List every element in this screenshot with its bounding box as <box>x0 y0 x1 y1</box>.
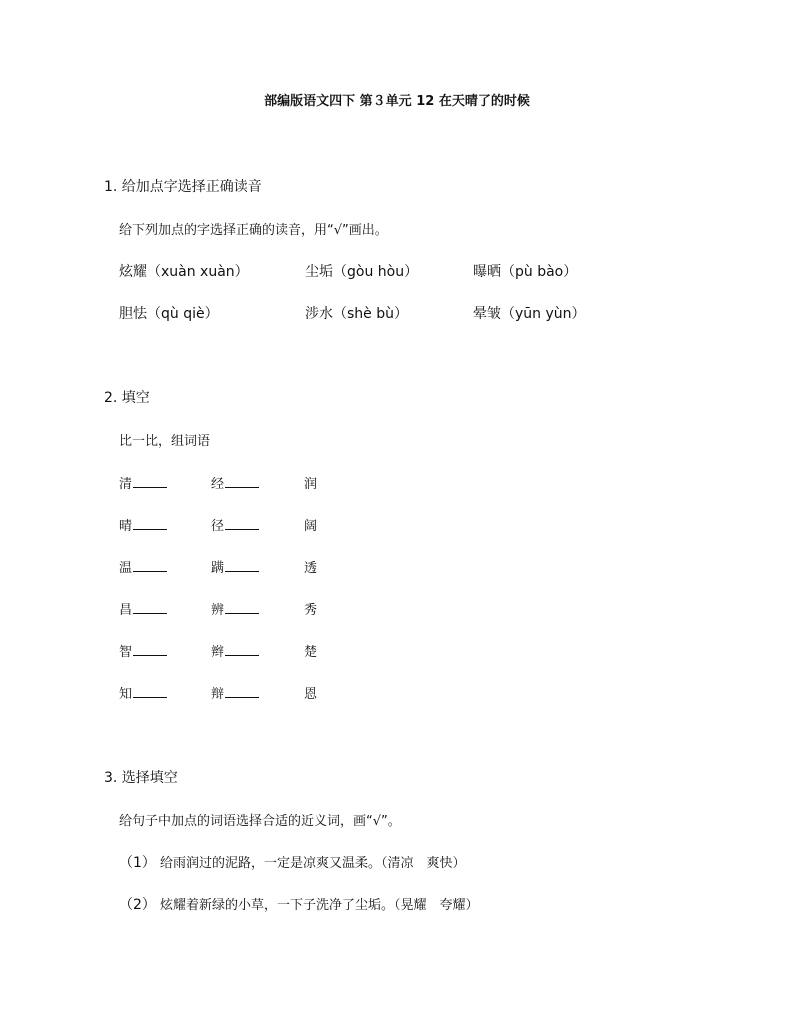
word-cell: 晴 <box>119 515 167 534</box>
pinyin-item: 炫耀（xuàn xuàn） <box>119 264 249 280</box>
word-cell: 清 <box>119 473 167 492</box>
answer-blank[interactable] <box>225 517 259 530</box>
section2-heading: 2. 填空 <box>104 390 150 406</box>
question-text: 给雨润过的泥路，一定是凉爽又温柔。（清凉 爽快） <box>160 856 466 871</box>
answer-blank[interactable] <box>133 685 167 698</box>
section1-instruction: 给下列加点的字选择正确的读音，用“√”画出。 <box>119 223 388 238</box>
word-cell: 透 <box>304 561 318 576</box>
word-cell: 智 <box>119 641 167 660</box>
word-cell: 昌 <box>119 599 167 618</box>
word-cell: 经 <box>211 473 259 492</box>
question-text: 炫耀着新绿的小草，一下子洗净了尘垢。（晃耀 夸耀） <box>160 898 479 913</box>
question-number: （2） <box>119 897 156 913</box>
pinyin-item: 尘垢（gòu hòu） <box>305 264 419 280</box>
pinyin-item: 晕皱（yūn yùn） <box>473 306 586 322</box>
word-cell: 径 <box>211 515 259 534</box>
section3-instruction: 给句子中加点的词语选择合适的近义词，画“√”。 <box>119 814 401 829</box>
answer-blank[interactable] <box>133 601 167 614</box>
answer-blank[interactable] <box>225 643 259 656</box>
answer-blank[interactable] <box>225 475 259 488</box>
word-cell: 恩 <box>304 687 318 702</box>
answer-blank[interactable] <box>225 559 259 572</box>
answer-blank[interactable] <box>133 517 167 530</box>
word-cell: 秀 <box>304 603 318 618</box>
word-cell: 温 <box>119 557 167 576</box>
answer-blank[interactable] <box>133 559 167 572</box>
pinyin-item: 曝晒（pù bào） <box>473 264 578 280</box>
word-cell: 知 <box>119 683 167 702</box>
section2-instruction: 比一比，组词语 <box>119 434 211 449</box>
word-cell: 阔 <box>304 519 318 534</box>
word-cell: 辩 <box>211 683 259 702</box>
answer-blank[interactable] <box>133 475 167 488</box>
answer-blank[interactable] <box>225 601 259 614</box>
word-cell: 辫 <box>211 641 259 660</box>
section1-heading: 1. 给加点字选择正确读音 <box>104 179 262 195</box>
section3-heading: 3. 选择填空 <box>104 770 178 786</box>
page-title: 部编版语文四下 第３单元 12 在天晴了的时候 <box>264 94 530 109</box>
pinyin-item: 胆怯（qù qiè） <box>119 306 219 322</box>
word-cell: 辨 <box>211 599 259 618</box>
question-number: （1） <box>119 855 156 871</box>
answer-blank[interactable] <box>133 643 167 656</box>
answer-blank[interactable] <box>225 685 259 698</box>
word-cell: 润 <box>304 477 318 492</box>
pinyin-item: 涉水（shè bù） <box>305 306 408 322</box>
word-cell: 楚 <box>304 645 318 660</box>
word-cell: 蹒 <box>211 557 259 576</box>
